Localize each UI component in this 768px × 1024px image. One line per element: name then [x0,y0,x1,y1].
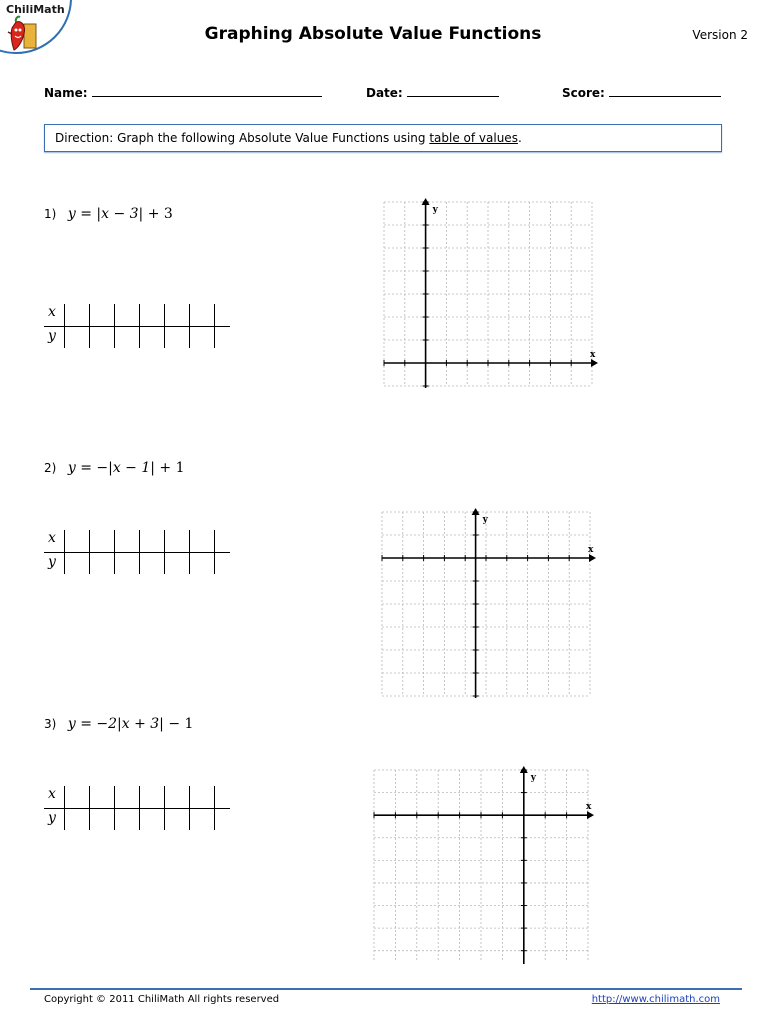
table-y-label: y [48,810,56,826]
coordinate-grid-1[interactable] [380,198,600,390]
table-divider [44,326,230,327]
date-label: Date: [366,86,403,100]
equation: y = |x − 3| + 3 [67,206,173,222]
score-blank[interactable] [609,85,721,97]
problem-number: 3) [44,717,57,731]
footer-divider [30,988,742,990]
name-label: Name: [44,86,88,100]
name-field[interactable] [44,85,322,100]
direction-suffix: . [517,131,522,145]
table-y-label: y [48,554,56,570]
date-blank[interactable] [407,85,499,97]
equation: y = −|x − 1| + 1 [67,460,185,476]
table-of-values-2[interactable] [40,530,240,582]
x-axis-label: x [590,350,596,360]
problem-2 [44,460,185,476]
table-divider [44,808,230,809]
equation: y = −2|x + 3| − 1 [67,716,194,732]
website-link[interactable]: http://www.chilimath.com [591,994,720,1005]
logo-text: ChiliMath [6,3,65,16]
table-x-label: x [48,530,56,546]
direction-text: Direction: Graph the following Absolute Value Functions using [55,131,430,145]
direction-box [44,124,722,152]
name-blank[interactable] [92,85,322,97]
version-label: Version 2 [692,28,748,42]
table-of-values-link[interactable]: table of values [429,131,518,145]
table-y-label: y [48,328,56,344]
x-axis-label: x [588,545,594,555]
table-x-label: x [48,786,56,802]
problem-number: 1) [44,207,57,221]
x-axis-label: x [586,802,592,813]
table-x-label: x [48,304,56,320]
y-axis-label: y [432,205,438,215]
score-field[interactable] [562,85,721,100]
coordinate-grid-3[interactable] [370,766,596,966]
problem-1 [44,206,173,222]
problem-number: 2) [44,461,57,475]
page-title: Graphing Absolute Value Functions [204,24,542,44]
table-of-values-3[interactable] [40,786,240,838]
problem-3 [44,716,193,732]
y-axis-label: y [482,515,488,525]
table-divider [44,552,230,553]
date-field[interactable] [366,85,499,100]
copyright-text: Copyright © 2011 ChiliMath All rights reserved [44,994,280,1005]
y-axis-label: y [530,773,537,783]
score-label: Score: [562,86,605,100]
coordinate-grid-2[interactable] [378,508,598,700]
table-of-values-1[interactable] [40,304,240,356]
